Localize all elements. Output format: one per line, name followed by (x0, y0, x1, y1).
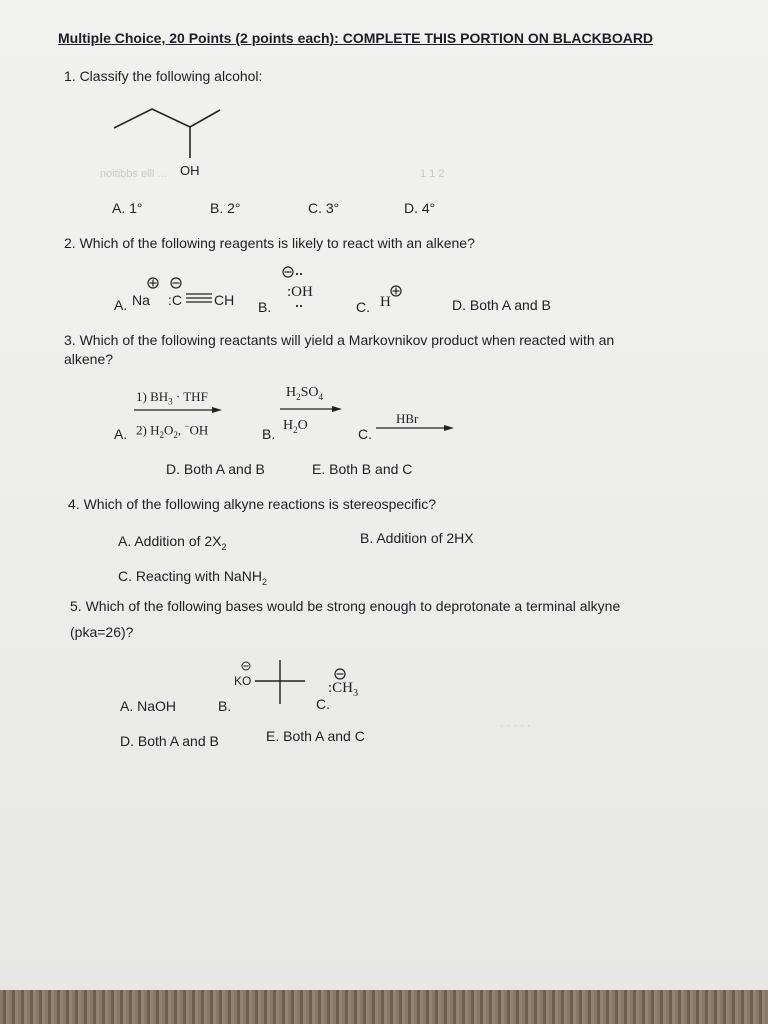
acetylide-ch: CH (214, 292, 235, 308)
proton-label: H (380, 294, 391, 310)
question-5-line1: 5. Which of the following bases would be strong enough to deprotonate a terminal alkyne (70, 598, 621, 614)
choice-1c[interactable]: C. 3° (308, 200, 340, 216)
question-2: 2. Which of the following reagents is likely to react with an alkene? (64, 235, 475, 251)
choice-4a[interactable]: A. Addition of $2X_2$ (118, 533, 227, 552)
hydroboration-step2: 2) $H_2O_2$, −OH (136, 421, 209, 440)
choice-2a-letter[interactable]: A. (114, 297, 128, 313)
hydroboration-step1: 1) $BH_3$ · THF (136, 389, 208, 407)
choice-4b[interactable]: B. Addition of 2HX (360, 530, 474, 546)
choice-1b[interactable]: B. 2° (210, 200, 241, 216)
choice-2d[interactable]: D. Both A and B (452, 297, 551, 313)
choice-5e[interactable]: E. Both A and C (266, 728, 365, 744)
choice-5a[interactable]: A. NaOH (120, 698, 177, 714)
acetylide-carbon: :C (168, 292, 182, 308)
choice-3c-letter[interactable]: C. (358, 426, 372, 442)
choice-1a[interactable]: A. 1° (112, 200, 143, 216)
choice-5c-letter[interactable]: C. (316, 696, 330, 712)
question-3-line1: 3. Which of the following reactants will yield a Markovnikov product when reacted with an (64, 332, 615, 348)
water-label: $H_2O$ (283, 418, 308, 435)
bleed-through-text: noitibbs elll ... (100, 168, 167, 180)
bleed-through-text: 1 1 2 (420, 168, 445, 180)
question-3-line2: alkene? (64, 351, 114, 367)
choice-5b-letter[interactable]: B. (218, 698, 232, 714)
methyl-anion-label: $:CH_3$ (328, 680, 359, 699)
carpet-background (0, 990, 768, 1024)
choice-1d[interactable]: D. 4° (404, 200, 436, 216)
oh-label: OH (180, 163, 200, 178)
charge-minus-icon (0, 0, 1, 1)
question-4: 4. Which of the following alkyne reactions is stereospecific? (68, 496, 437, 512)
tert-butoxide-ko: KO (234, 674, 252, 688)
worksheet-header: Multiple Choice, 20 Points (2 points each): COMPLETE THIS PORTION ON BLACKBOARD (58, 30, 654, 46)
choice-3e[interactable]: E. Both B and C (312, 461, 413, 477)
bleed-through-text: · · · · · (500, 720, 531, 732)
sodium-label: Na (132, 292, 150, 308)
choice-3a-letter[interactable]: A. (114, 426, 128, 442)
question-1: 1. Classify the following alcohol: (64, 68, 263, 84)
choice-3d[interactable]: D. Both A and B (166, 461, 265, 477)
question-5-line2: (pka=26)? (70, 624, 134, 640)
hydroxide-label: :OH (287, 284, 313, 300)
choice-4c[interactable]: C. Reacting with NaNH$_2$ (118, 568, 267, 587)
sulfuric-acid-label: $H_2SO_4$ (286, 385, 324, 402)
choice-3b-letter[interactable]: B. (262, 426, 276, 442)
choice-5d[interactable]: D. Both A and B (120, 733, 219, 749)
choice-2c-letter[interactable]: C. (356, 299, 370, 315)
hbr-label: HBr (396, 411, 419, 426)
choice-2b-letter[interactable]: B. (258, 299, 272, 315)
